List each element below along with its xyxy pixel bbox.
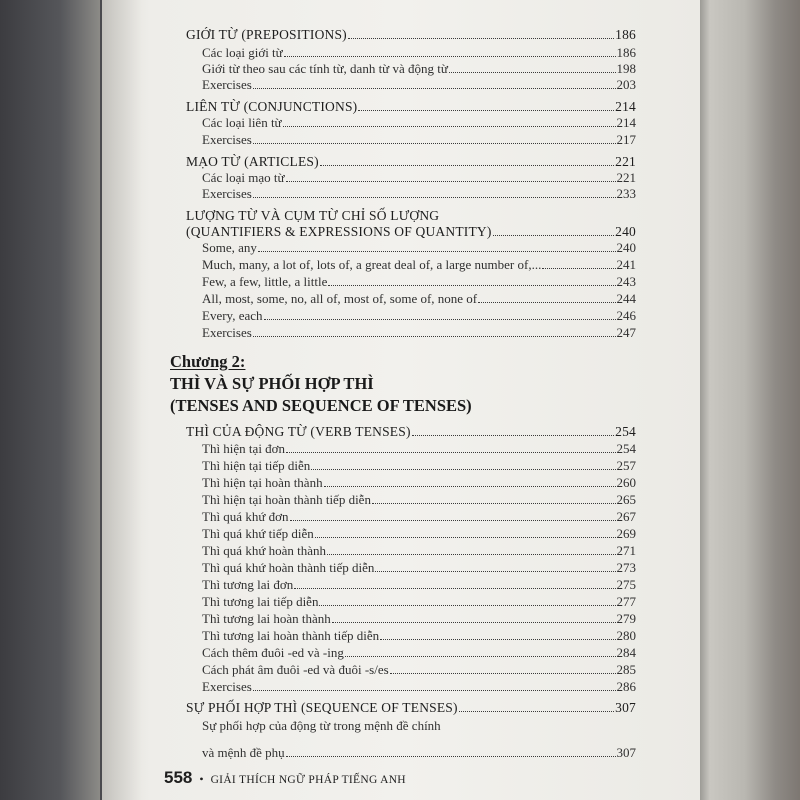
toc-subitem-entry: [202, 274, 636, 290]
dot-leader: [493, 225, 615, 236]
toc-subitem-page-number: 265: [616, 492, 636, 507]
toc-subitem-page-number: 217: [616, 132, 636, 147]
toc-subitem-title: Exercises: [202, 186, 252, 201]
dot-leader: [264, 309, 616, 320]
dot-leader: [449, 62, 616, 73]
dot-leader: [258, 241, 616, 252]
dot-leader: [345, 646, 616, 657]
dot-leader: [283, 116, 616, 127]
dot-leader: [320, 155, 614, 166]
toc-section-page-number: 221: [615, 154, 636, 169]
dot-leader: [253, 78, 616, 89]
page-footer: [164, 768, 406, 788]
toc-subitem-entry: [202, 611, 636, 627]
page-stack-edge: [700, 0, 800, 800]
toc-subitem-title: và mệnh đề phụ: [202, 745, 285, 760]
toc-subitem-title: Cách thêm đuôi -ed và -ing: [202, 645, 344, 660]
dot-leader: [390, 663, 616, 674]
toc-subitem-page-number: 273: [616, 560, 636, 575]
footer-bullet: •: [199, 772, 204, 786]
toc-section-entry: [186, 27, 636, 43]
toc-subitem-title: Some, any: [202, 240, 257, 255]
dot-leader: [286, 746, 616, 757]
toc-subitem-entry: [202, 325, 636, 341]
dot-leader: [375, 561, 615, 572]
toc-subitem-entry: [202, 509, 636, 525]
toc-subitem-title: Thì hiện tại tiếp diễn: [202, 458, 311, 473]
toc-subitem-entry: [202, 170, 636, 186]
toc-subitem-title: Much, many, a lot of, lots of, a great deal of, a large number of,...: [202, 257, 542, 272]
toc-section-page-number: 186: [615, 27, 636, 42]
dot-leader: [319, 595, 615, 606]
toc-section-entry: [186, 154, 636, 170]
dot-leader: [294, 578, 615, 589]
toc-subitem-entry: [202, 543, 636, 559]
toc-subitem-title: Thì quá khứ hoàn thành: [202, 543, 327, 558]
toc-subitem-entry: [202, 308, 636, 324]
toc-subitem-title: Các loại giới từ: [202, 45, 283, 60]
toc-section-entry: [186, 208, 439, 224]
toc-subitem-title: Cách phát âm đuôi -ed và đuôi -s/es: [202, 662, 389, 677]
chapter-title-en: (TENSES AND SEQUENCE OF TENSES): [170, 396, 472, 415]
toc-subitem-title: Few, a few, little, a little: [202, 274, 328, 289]
dot-leader: [286, 171, 616, 182]
book-title: GIẢI THÍCH NGỮ PHÁP TIẾNG ANH: [210, 774, 406, 786]
toc-subitem-page-number: 246: [616, 308, 636, 323]
dot-leader: [380, 629, 615, 640]
dot-leader: [542, 258, 615, 269]
toc-subitem-page-number: 247: [616, 325, 636, 340]
toc-subitem-entry: [202, 45, 636, 61]
toc-subitem-entry: [202, 718, 441, 734]
toc-subitem-page-number: 279: [616, 611, 636, 626]
toc-subitem-entry: [202, 475, 636, 491]
toc-subitem-entry: [202, 240, 636, 256]
toc-subitem-entry: [202, 132, 636, 148]
toc-section-entry: [186, 700, 636, 716]
toc-subitem-entry: [202, 61, 636, 77]
toc-subitem-page-number: 285: [616, 662, 636, 677]
toc-section-page-number: 240: [615, 224, 636, 239]
toc-subitem-entry: [202, 458, 636, 474]
dot-leader: [324, 476, 616, 487]
toc-section-page-number: 254: [615, 424, 636, 439]
toc-subitem-title: Giới từ theo sau các tính từ, danh từ và động từ: [202, 61, 448, 76]
toc-subitem-title: Thì tương lai đơn: [202, 577, 294, 592]
dot-leader: [328, 275, 615, 286]
toc-subitem-page-number: 214: [616, 115, 636, 130]
toc-subitem-page-number: 260: [616, 475, 636, 490]
toc-subitem-page-number: 271: [616, 543, 636, 558]
dot-leader: [478, 292, 615, 303]
toc-section-page-number: 214: [615, 99, 636, 114]
dot-leader: [348, 28, 614, 39]
background-left: [0, 0, 100, 800]
toc-subitem-title: Every, each: [202, 308, 263, 323]
toc-subitem-title: Các loại mạo từ: [202, 170, 285, 185]
toc-subitem-title: Thì hiện tại đơn: [202, 441, 286, 456]
toc-section-title: (QUANTIFIERS & EXPRESSIONS OF QUANTITY): [186, 224, 492, 239]
toc-section-title: THÌ CỦA ĐỘNG TỪ (VERB TENSES): [186, 424, 411, 439]
dot-leader: [315, 527, 616, 538]
toc-section-entry: [186, 224, 636, 240]
dot-leader: [253, 133, 616, 144]
toc-subitem-title: Thì hiện tại hoàn thành tiếp diễn: [202, 492, 371, 507]
toc-subitem-entry: [202, 745, 636, 761]
dot-leader: [311, 459, 615, 470]
toc-subitem-title: Thì hiện tại hoàn thành: [202, 475, 323, 490]
toc-subitem-title: Sự phối hợp của động từ trong mệnh đề chính: [202, 718, 441, 733]
toc-subitem-title: Thì tương lai tiếp diễn: [202, 594, 319, 609]
toc-subitem-entry: [202, 115, 636, 131]
toc-subitem-page-number: 241: [616, 257, 636, 272]
toc-subitem-entry: [202, 186, 636, 202]
toc-section-title: GIỚI TỪ (PREPOSITIONS): [186, 27, 347, 42]
toc-subitem-entry: [202, 492, 636, 508]
toc-subitem-page-number: 221: [616, 170, 636, 185]
toc-subitem-page-number: 269: [616, 526, 636, 541]
toc-subitem-title: Thì quá khứ tiếp diễn: [202, 526, 314, 541]
toc-subitem-title: All, most, some, no, all of, most of, some of, none of: [202, 291, 478, 306]
toc-section-title: MẠO TỪ (ARTICLES): [186, 154, 319, 169]
toc-subitem-entry: [202, 594, 636, 610]
toc-subitem-page-number: 254: [616, 441, 636, 456]
dot-leader: [290, 510, 616, 521]
chapter-title-vi: THÌ VÀ SỰ PHỐI HỢP THÌ: [170, 374, 374, 393]
toc-subitem-page-number: 198: [616, 61, 636, 76]
toc-subitem-entry: [202, 645, 636, 661]
toc-subitem-entry: [202, 77, 636, 93]
toc-subitem-page-number: 233: [616, 186, 636, 201]
dot-leader: [284, 46, 616, 57]
toc-subitem-page-number: 257: [616, 458, 636, 473]
toc-section-entry: [186, 424, 636, 440]
toc-subitem-page-number: 203: [616, 77, 636, 92]
toc-subitem-page-number: 307: [616, 745, 636, 760]
dot-leader: [459, 701, 614, 712]
book-page: [102, 0, 700, 800]
dot-leader: [253, 680, 616, 691]
toc-section-title: SỰ PHỐI HỢP THÌ (SEQUENCE OF TENSES): [186, 700, 458, 715]
toc-subitem-page-number: 280: [616, 628, 636, 643]
toc-section-entry: [186, 99, 636, 115]
toc-subitem-entry: [202, 560, 636, 576]
toc-subitem-title: Exercises: [202, 679, 252, 694]
toc-subitem-title: Thì quá khứ hoàn thành tiếp diễn: [202, 560, 375, 575]
toc-subitem-page-number: 240: [616, 240, 636, 255]
toc-subitem-entry: [202, 662, 636, 678]
toc-section-title: LƯỢNG TỪ VÀ CỤM TỪ CHỈ SỐ LƯỢNG: [186, 208, 440, 223]
page-number: 558: [164, 768, 193, 787]
dot-leader: [286, 442, 615, 453]
dot-leader: [372, 493, 616, 504]
toc-subitem-entry: [202, 291, 636, 307]
dot-leader: [327, 544, 615, 555]
toc-section-page-number: 307: [615, 700, 636, 715]
toc-subitem-page-number: 186: [616, 45, 636, 60]
toc-subitem-title: Exercises: [202, 77, 252, 92]
toc-subitem-title: Exercises: [202, 325, 252, 340]
dot-leader: [412, 425, 614, 436]
chapter-number: Chương 2:: [170, 352, 246, 371]
dot-leader: [358, 100, 614, 111]
toc-subitem-title: Thì tương lai hoàn thành tiếp diễn: [202, 628, 380, 643]
toc-subitem-entry: [202, 257, 636, 273]
toc-subitem-page-number: 277: [616, 594, 636, 609]
toc-subitem-title: Các loại liên từ: [202, 115, 282, 130]
toc-subitem-entry: [202, 526, 636, 542]
chapter-label: [170, 352, 245, 372]
toc-subitem-page-number: 284: [616, 645, 636, 660]
toc-subitem-page-number: 267: [616, 509, 636, 524]
toc-subitem-title: Thì tương lai hoàn thành: [202, 611, 331, 626]
toc-subitem-page-number: 244: [616, 291, 636, 306]
dot-leader: [253, 326, 616, 337]
dot-leader: [332, 612, 616, 623]
toc-subitem-page-number: 243: [616, 274, 636, 289]
toc-section-title: LIÊN TỪ (CONJUNCTIONS): [186, 99, 358, 114]
toc-subitem-entry: [202, 577, 636, 593]
toc-subitem-page-number: 286: [616, 679, 636, 694]
toc-subitem-entry: [202, 628, 636, 644]
toc-subitem-entry: [202, 679, 636, 695]
toc-subitem-entry: [202, 441, 636, 457]
toc-subitem-title: Thì quá khứ đơn: [202, 509, 289, 524]
toc-subitem-title: Exercises: [202, 132, 252, 147]
toc-subitem-page-number: 275: [616, 577, 636, 592]
dot-leader: [253, 187, 616, 198]
